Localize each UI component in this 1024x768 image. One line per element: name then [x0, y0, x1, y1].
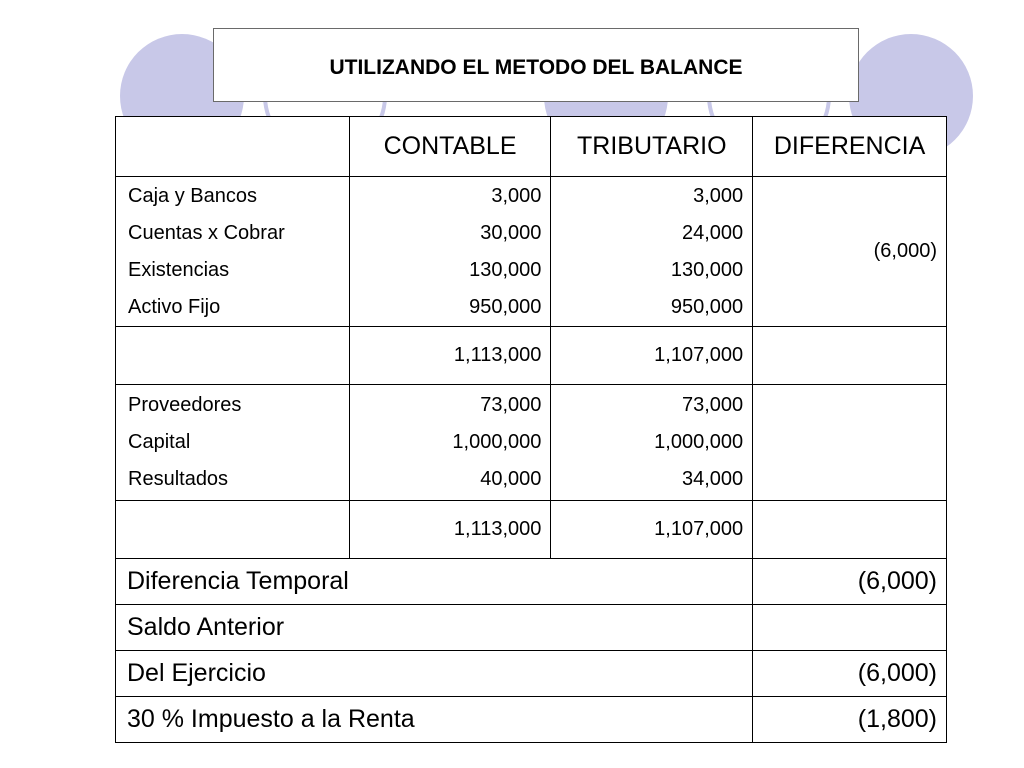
liabilities-total-row: [116, 501, 947, 559]
summary-label: Diferencia Temporal: [116, 559, 753, 605]
assets-contable-cell: [349, 177, 551, 327]
assets-total-diferencia-blank: [753, 327, 947, 385]
liabilities-names-cell: [116, 385, 350, 501]
asset-contable-value: 3,000: [491, 184, 542, 207]
assets-total-contable: 1,113,000: [349, 327, 551, 385]
summary-value: (6,000): [753, 651, 947, 697]
asset-tributario-value: 950,000: [670, 295, 744, 318]
slide-title-text: UTILIZANDO EL METODO DEL BALANCE: [329, 56, 743, 79]
summary-value: (1,800): [753, 697, 947, 743]
asset-name: Caja y Bancos: [128, 184, 257, 207]
liability-name: Proveedores: [128, 394, 242, 416]
balance-table: [115, 116, 947, 743]
liability-contable-value: 1,000,000: [452, 431, 542, 453]
asset-tributario-value: 24,000: [681, 221, 744, 244]
asset-diferencia-value: (6,000): [873, 240, 937, 262]
liability-name: Resultados: [128, 468, 229, 490]
liabilities-contable-cell: [349, 385, 551, 501]
asset-contable-value: 130,000: [469, 258, 542, 281]
summary-row-diferencia-temporal: [116, 559, 947, 605]
liability-contable-value: 73,000: [480, 394, 542, 416]
summary-label: Saldo Anterior: [116, 605, 753, 651]
liabilities-total-contable: 1,113,000: [349, 501, 551, 559]
header-contable: CONTABLE: [349, 117, 551, 177]
slide-title: [213, 28, 859, 102]
asset-name: Cuentas x Cobrar: [128, 221, 285, 244]
liabilities-total-diferencia-blank: [753, 501, 947, 559]
assets-total-row: [116, 327, 947, 385]
assets-diferencia-cell: [753, 177, 947, 327]
summary-label: Del Ejercicio: [116, 651, 753, 697]
liabilities-diferencia-blank: [753, 385, 947, 501]
header-diferencia: DIFERENCIA: [753, 117, 947, 177]
summary-value: (6,000): [753, 559, 947, 605]
liabilities-total-blank: [116, 501, 350, 559]
liabilities-total-tributario: 1,107,000: [551, 501, 753, 559]
liability-tributario-value: 1,000,000: [654, 431, 744, 453]
liabilities-tributario-cell: [551, 385, 753, 501]
assets-total-blank: [116, 327, 350, 385]
asset-contable-value: 950,000: [469, 295, 542, 318]
assets-total-tributario: 1,107,000: [551, 327, 753, 385]
summary-row-saldo-anterior: [116, 605, 947, 651]
assets-names-cell: [116, 177, 350, 327]
header-blank: [116, 117, 350, 177]
header-row: [116, 117, 947, 177]
summary-row-impuesto-renta: [116, 697, 947, 743]
liability-name: Capital: [128, 431, 191, 453]
asset-tributario-value: 3,000: [693, 184, 744, 207]
asset-contable-value: 30,000: [480, 221, 542, 244]
liability-tributario-value: 34,000: [681, 468, 744, 490]
assets-tributario-cell: [551, 177, 753, 327]
header-tributario: TRIBUTARIO: [551, 117, 753, 177]
asset-name: Existencias: [128, 258, 230, 281]
summary-row-del-ejercicio: [116, 651, 947, 697]
asset-tributario-value: 130,000: [670, 258, 744, 281]
summary-value: [753, 605, 947, 651]
liabilities-block: [116, 385, 947, 501]
asset-name: Activo Fijo: [128, 295, 221, 318]
assets-block: [116, 177, 947, 327]
summary-label: 30 % Impuesto a la Renta: [116, 697, 753, 743]
liability-tributario-value: 73,000: [681, 394, 744, 416]
liability-contable-value: 40,000: [480, 468, 542, 490]
